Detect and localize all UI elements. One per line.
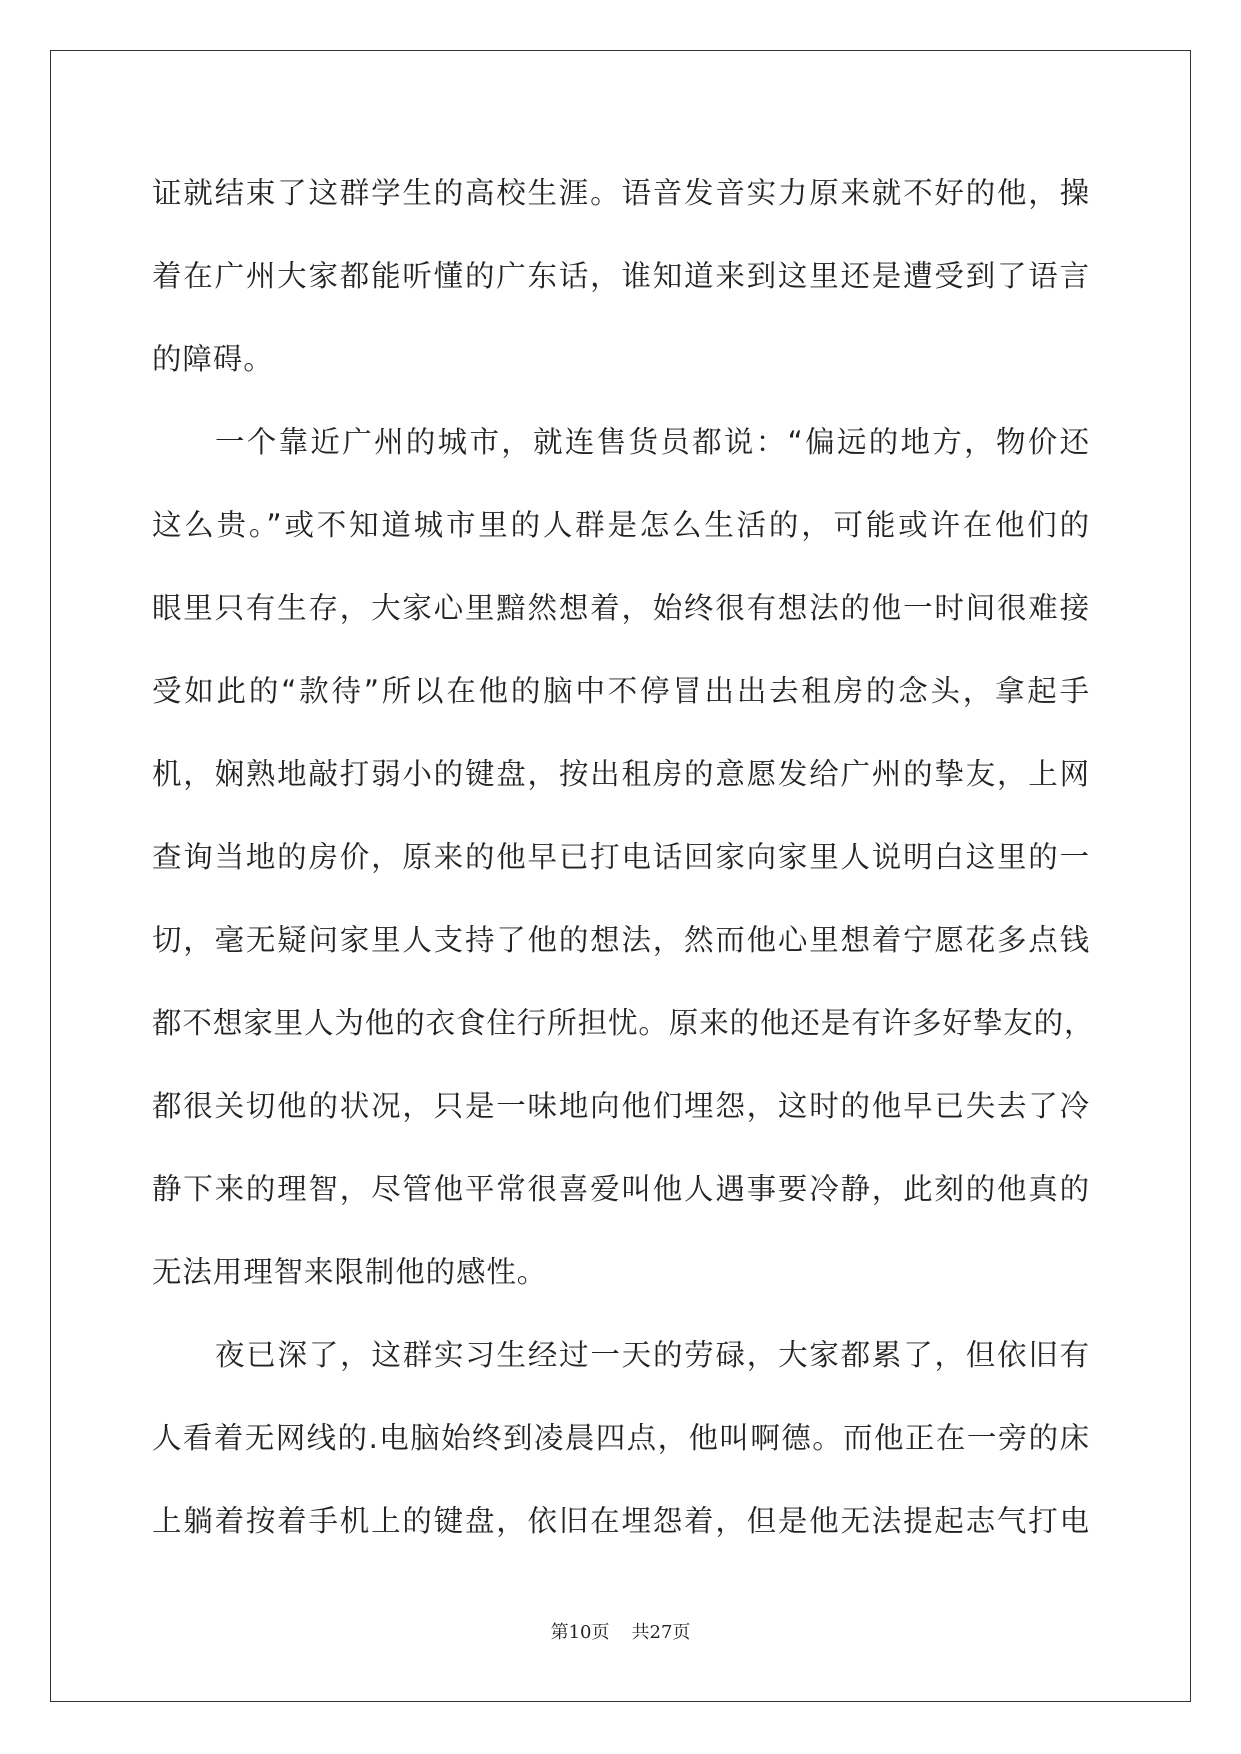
text-line: 这么贵。”或不知道城市里的人群是怎么生活的，可能或许在他们的 [152, 508, 1090, 542]
text-line: 静下来的理智，尽管他平常很喜爱叫他人遇事要冷静，此刻的他真的 [152, 1172, 1090, 1206]
text-line: 夜已深了，这群实习生经过一天的劳碌，大家都累了，但依旧有 [215, 1338, 1090, 1372]
text-line: 都很关切他的状况，只是一味地向他们埋怨，这时的他早已失去了冷 [152, 1089, 1090, 1123]
text-line: 着在广州大家都能听懂的广东话，谁知道来到这里还是遭受到了语言 [152, 259, 1090, 293]
text-line: 的障碍。 [152, 342, 274, 376]
paragraph [152, 152, 1090, 401]
page-footer [0, 1618, 1241, 1644]
page-total: 共27页 [631, 1622, 691, 1643]
text-line: 上躺着按着手机上的键盘，依旧在埋怨着，但是他无法提起志气打电 [152, 1504, 1090, 1538]
text-line: 证就结束了这群学生的高校生涯。语音发音实力原来就不好的他，操 [152, 176, 1090, 210]
text-line: 一个靠近广州的城市，就连售货员都说：“偏远的地方，物价还 [215, 425, 1090, 459]
paragraph [152, 401, 1095, 1314]
text-line: 眼里只有生存，大家心里黯然想着，始终很有想法的他一时间很难接 [152, 591, 1090, 625]
text-line: 无法用理智来限制他的感性。 [152, 1255, 548, 1289]
text-line: 人看着无网线的.电脑始终到凌晨四点，他叫啊德。而他正在一旁的床 [152, 1421, 1090, 1455]
page-number: 第10页 [550, 1622, 610, 1643]
text-line: 都不想家里人为他的衣食住行所担忧。原来的他还是有许多好挚友的， [152, 1006, 1095, 1040]
text-line: 机，娴熟地敲打弱小的键盘，按出租房的意愿发给广州的挚友，上网 [152, 757, 1090, 791]
text-line: 切，毫无疑问家里人支持了他的想法，然而他心里想着宁愿花多点钱 [152, 923, 1090, 957]
paragraph [152, 1314, 1090, 1563]
text-line: 查询当地的房价，原来的他早已打电话回家向家里人说明白这里的一 [152, 840, 1090, 874]
text-line: 受如此的“款待”所以在他的脑中不停冒出出去租房的念头，拿起手 [152, 674, 1090, 708]
document-body [152, 152, 1095, 1563]
